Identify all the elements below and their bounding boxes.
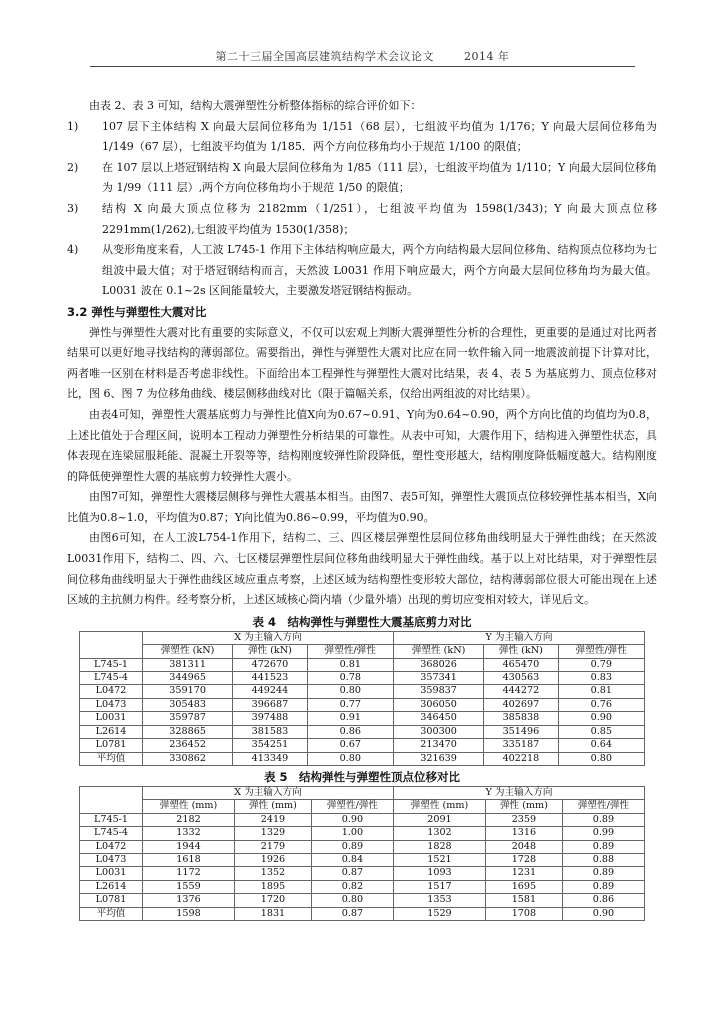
table-cell: 351496 [484, 725, 558, 738]
row-label-cell: L0031 [80, 712, 143, 725]
table-cell: 2179 [235, 840, 312, 853]
table-cell: 465470 [484, 658, 558, 671]
table-cell: 0.90 [311, 813, 393, 826]
group-header-x: X 为主输入方向 [143, 631, 394, 644]
header-rule [90, 66, 635, 67]
row-label-cell: 平均值 [80, 907, 143, 920]
table-row [80, 725, 645, 738]
table-cell: 0.82 [311, 880, 393, 893]
column-header: 弹性 (kN) [233, 645, 307, 658]
row-label-cell: 平均值 [80, 752, 143, 765]
table-cell: 0.89 [562, 867, 644, 880]
list-item [67, 240, 657, 302]
list-item-number: 1) [67, 119, 79, 133]
intro-paragraph: 由表 2、表 3 可知，结构大震弹塑性分析整体指标的综合评价如下： [89, 99, 422, 112]
table-cell: 0.87 [311, 867, 393, 880]
table-header-row [80, 631, 645, 644]
table-cell: 1376 [143, 894, 235, 907]
column-header: 弹性 (mm) [485, 800, 562, 813]
table-cell: 0.83 [558, 672, 644, 685]
row-label-cell: L745-4 [80, 827, 143, 840]
table5-top-displacement [79, 786, 645, 921]
header-title: 第二十三届全国高层建筑结构学术会议论文 [215, 50, 434, 63]
table-row [80, 658, 645, 671]
table-row [80, 907, 645, 920]
table-cell: 396687 [233, 698, 307, 711]
column-header: 弹性 (mm) [235, 800, 312, 813]
table-cell: 1831 [235, 907, 312, 920]
table-cell: 357341 [393, 672, 483, 685]
list-item-number: 4) [67, 243, 79, 257]
table-cell: 0.87 [311, 907, 393, 920]
table-cell: 381311 [143, 658, 233, 671]
row-label-cell: L2614 [80, 880, 143, 893]
row-label-cell: L0472 [80, 840, 143, 853]
table-cell: 397488 [233, 712, 307, 725]
column-header: 弹塑性/弹性 [562, 800, 644, 813]
table-cell: 0.81 [307, 658, 393, 671]
table-row [80, 880, 645, 893]
table-cell: 305483 [143, 698, 233, 711]
table-cell: 1944 [143, 840, 235, 853]
table-row [80, 813, 645, 826]
row-label-cell: L0781 [80, 739, 143, 752]
table-cell: 359170 [143, 685, 233, 698]
list-item-number: 3) [67, 201, 79, 215]
table-cell: 1316 [485, 827, 562, 840]
table-header-row [80, 800, 645, 813]
table-cell: 1.00 [311, 827, 393, 840]
table-row [80, 867, 645, 880]
table4-caption: 表 4 结构弹性与弹塑性大震基底剪力对比 [252, 614, 472, 629]
table-cell: 344965 [143, 672, 233, 685]
table-cell: 1353 [393, 894, 485, 907]
table-cell: 1332 [143, 827, 235, 840]
body-paragraph: 由图7可知，弹塑性大震楼层侧移与弹性大震基本相当。由图7、表5可知，弹塑性大震顶点位移较弹性基本相当，X向比值为0.8~1.0，平均值为0.87；Y向比值为0.86~0.99，平均值为0.90。 [67, 490, 657, 524]
table-cell: 1618 [143, 853, 235, 866]
table-cell: 1093 [393, 867, 485, 880]
table-cell: 430563 [484, 672, 558, 685]
list-item [67, 117, 657, 158]
table-cell: 0.89 [562, 880, 644, 893]
table-cell: 0.64 [558, 739, 644, 752]
list-item-text: 107 层下主体结构 X 向最大层间位移角为 1/151（68 层），七组波平均值为 1/176；Y 向最大层间位移角为 1/149（67 层），七组波平均值为 1/185．两个方向位移角均小于规范 1/100 的限值； [102, 119, 657, 154]
row-label-cell: L0473 [80, 698, 143, 711]
list-item [67, 199, 657, 240]
table-row [80, 752, 645, 765]
row-label-cell: L745-4 [80, 672, 143, 685]
table-cell: 359787 [143, 712, 233, 725]
table-cell: 402218 [484, 752, 558, 765]
table5-caption: 表 5 结构弹性与弹塑性顶点位移对比 [263, 769, 460, 784]
table-cell: 0.81 [558, 685, 644, 698]
table-cell: 2182 [143, 813, 235, 826]
body-paragraph: 由表4可知，弹塑性大震基底剪力与弹性比值X向为0.67~0.91、Y向为0.64~0.90，两个方向比值的均值均为0.8，上述比值处于合理区间，说明本工程动力弹塑性分析结果的可靠性。从表中可知，大震作用下，结构进入弹塑性状态，具体表现在连梁屈服耗能、混凝土开裂等等，结构刚度较弹性阶段降低，塑性变形越大，结构刚度降低幅度越大。结构刚度的降低使弹塑性大震的基底剪力较弹性大震小。 [67, 407, 657, 483]
table-cell: 359837 [393, 685, 483, 698]
column-header: 弹塑性 (mm) [143, 800, 235, 813]
table-cell: 1708 [485, 907, 562, 920]
table-cell: 0.89 [562, 813, 644, 826]
column-header: 弹塑性 (kN) [393, 645, 483, 658]
list-item-number: 2) [67, 160, 79, 174]
table-cell: 368026 [393, 658, 483, 671]
table-header-row [80, 786, 645, 799]
table-cell: 0.80 [307, 685, 393, 698]
row-label-cell: L0781 [80, 894, 143, 907]
table-cell: 0.88 [562, 853, 644, 866]
table-cell: 0.91 [307, 712, 393, 725]
table-cell: 1521 [393, 853, 485, 866]
table-cell: 0.90 [562, 907, 644, 920]
table-cell: 0.76 [558, 698, 644, 711]
table-cell: 381583 [233, 725, 307, 738]
table-row [80, 840, 645, 853]
table-cell: 0.86 [307, 725, 393, 738]
list-item-text: 在 107 层以上塔冠钢结构 X 向最大层间位移角为 1/85（111 层），七组波平均值为 1/110；Y 向最大层间位移角为 1/99（111 层）,两个方向位移角均小于规范 1/50 的限值； [102, 160, 657, 195]
table-corner-cell [80, 631, 143, 658]
list-item [67, 158, 657, 199]
row-label-cell: L0472 [80, 685, 143, 698]
table-cell: 1581 [485, 894, 562, 907]
table-cell: 213470 [393, 739, 483, 752]
column-header: 弹塑性/弹性 [558, 645, 644, 658]
table4-base-shear [79, 631, 645, 766]
table-cell: 444272 [484, 685, 558, 698]
table-cell: 1728 [485, 853, 562, 866]
group-header-y: Y 为主输入方向 [393, 631, 644, 644]
table-cell: 354251 [233, 739, 307, 752]
table-cell: 0.67 [307, 739, 393, 752]
row-label-cell: L0473 [80, 853, 143, 866]
table4-body [80, 658, 645, 765]
table-cell: 1352 [235, 867, 312, 880]
table-row [80, 672, 645, 685]
table-cell: 328865 [143, 725, 233, 738]
table-cell: 1302 [393, 827, 485, 840]
table5-body [80, 813, 645, 920]
row-label-cell: L745-1 [80, 658, 143, 671]
table-cell: 2091 [393, 813, 485, 826]
table-cell: 0.80 [307, 752, 393, 765]
list-item-text: 结构 X 向最大顶点位移为 2182mm（1/251），七组波平均值为 1598(1/343)；Y 向最大顶点位移2291mm(1/262),七组波平均值为 1530(1/358)； [102, 201, 657, 236]
table-cell: 1895 [235, 880, 312, 893]
table-cell: 472670 [233, 658, 307, 671]
row-label-cell: L2614 [80, 725, 143, 738]
table-cell: 2048 [485, 840, 562, 853]
table-cell: 0.84 [311, 853, 393, 866]
table-cell: 0.90 [558, 712, 644, 725]
table-cell: 0.78 [307, 672, 393, 685]
table-cell: 402697 [484, 698, 558, 711]
table-cell: 1720 [235, 894, 312, 907]
column-header: 弹塑性/弹性 [307, 645, 393, 658]
table-cell: 346450 [393, 712, 483, 725]
table-cell: 330862 [143, 752, 233, 765]
table-cell: 321639 [393, 752, 483, 765]
table-row [80, 685, 645, 698]
column-header: 弹塑性/弹性 [311, 800, 393, 813]
column-header: 弹塑性 (mm) [393, 800, 485, 813]
table-header-row [80, 645, 645, 658]
table-cell: 441523 [233, 672, 307, 685]
body-paragraph: 弹性与弹塑性大震对比有重要的实际意义，不仅可以宏观上判断大震弹塑性分析的合理性，更重要的是通过对比两者结果可以更好地寻找结构的薄弱部位。需要指出，弹性与弹塑性大震对比应在同一软件输入同一地震波前提下计算对比，两者唯一区别在材料是否考虑非线性。下面给出本工程弹性与弹塑性大震对比结果，表 4、表 5 为基底剪力、顶点位移对比，图 6、图 7 为位移角曲线、楼层侧移曲线对比（限于篇幅关系，仅给出两组波的对比结果）。 [67, 325, 657, 401]
table-cell: 1828 [393, 840, 485, 853]
table-cell: 0.89 [311, 840, 393, 853]
table-cell: 1695 [485, 880, 562, 893]
table-cell: 306050 [393, 698, 483, 711]
table-cell: 1598 [143, 907, 235, 920]
list-item-text: 从变形角度来看，人工波 L745-1 作用下主体结构响应最大，两个方向结构最大层间位移角、结构顶点位移均为七组波中最大值；对于塔冠钢结构而言，天然波 L0031 作用下响应最大，两个方向最大层间位移角均为最大值。L0031 波在 0.1~2s 区间能量较大，主要激发塔冠钢结构振动。 [102, 243, 657, 298]
table-row [80, 739, 645, 752]
table-cell: 1529 [393, 907, 485, 920]
table-cell: 236452 [143, 739, 233, 752]
table-cell: 0.89 [562, 840, 644, 853]
table-cell: 2419 [235, 813, 312, 826]
column-header: 弹塑性 (kN) [143, 645, 233, 658]
section-heading: 3.2 弹性与弹塑性大震对比 [67, 304, 207, 319]
table-row [80, 698, 645, 711]
column-header: 弹性 (kN) [484, 645, 558, 658]
table-cell: 1329 [235, 827, 312, 840]
table-cell: 0.99 [562, 827, 644, 840]
table-cell: 1559 [143, 880, 235, 893]
table-row [80, 894, 645, 907]
table-cell: 300300 [393, 725, 483, 738]
body-paragraph: 由图6可知，在人工波L754-1作用下，结构二、三、四区楼层弹塑性层间位移角曲线明显大于弹性曲线；在天然波L0031作用下，结构二、四、六、七区楼层弹塑性层间位移角曲线明显大于弹性曲线。基于以上对比结果，对于弹塑性层间位移角曲线明显大于弹性曲线区域应重点考察，上述区域为结构塑性变形较大部位，结构薄弱部位很大可能出现在上述区域的主抗侧力构件。经考察分析，上述区域核心筒内墙（少量外墙）出现的剪切应变相对较大，详见后文。 [67, 531, 657, 607]
table-cell: 0.80 [558, 752, 644, 765]
table-row [80, 712, 645, 725]
table-corner-cell [80, 786, 143, 813]
table-cell: 335187 [484, 739, 558, 752]
header-year: 2014 年 [464, 50, 510, 63]
table-row [80, 853, 645, 866]
row-label-cell: L745-1 [80, 813, 143, 826]
table-cell: 0.80 [311, 894, 393, 907]
table-row [80, 827, 645, 840]
page-body [67, 96, 657, 921]
running-header [90, 48, 635, 64]
table-cell: 1926 [235, 853, 312, 866]
table-cell: 1231 [485, 867, 562, 880]
row-label-cell: L0031 [80, 867, 143, 880]
group-header-y: Y 为主输入方向 [393, 786, 644, 799]
table-cell: 2359 [485, 813, 562, 826]
table-cell: 0.86 [562, 894, 644, 907]
table-cell: 0.77 [307, 698, 393, 711]
table-cell: 1517 [393, 880, 485, 893]
table-cell: 449244 [233, 685, 307, 698]
table-cell: 385838 [484, 712, 558, 725]
table-cell: 1172 [143, 867, 235, 880]
table-cell: 0.85 [558, 725, 644, 738]
table-cell: 413349 [233, 752, 307, 765]
group-header-x: X 为主输入方向 [143, 786, 394, 799]
table-cell: 0.79 [558, 658, 644, 671]
